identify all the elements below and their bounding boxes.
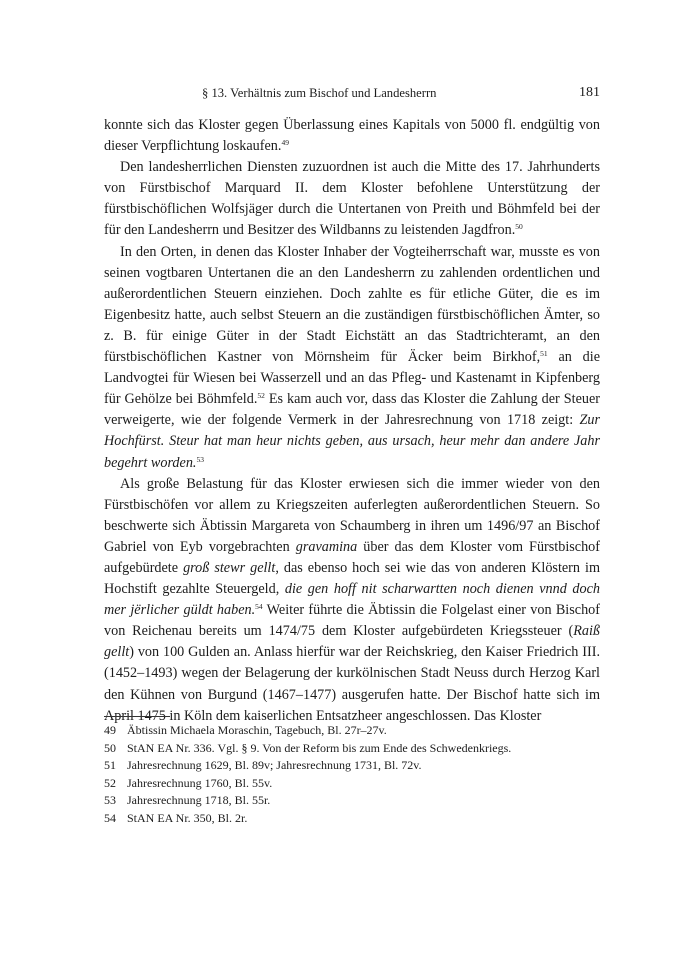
footnote bbox=[104, 792, 600, 810]
paragraph-text: Weiter führte die Äbtissin die Folgelast einer von Bischof von Reichenau bereits um 1474/75 dem Kloster aufgebürdeten Kriegssteuer ( bbox=[104, 602, 600, 640]
footnote-ref[interactable]: 50 bbox=[515, 222, 523, 232]
footnote bbox=[104, 722, 600, 740]
paragraph-text: an die Landvogtei für Wiesen bei Wasserzell und an das Pfleg- und Kastenamt in Kipfenberg für Gehölze bei Böhmfeld. bbox=[104, 349, 600, 408]
footnote-number: 53 bbox=[104, 793, 116, 808]
footnote bbox=[104, 775, 600, 793]
paragraph-1 bbox=[104, 115, 600, 157]
footnote-ref[interactable]: 51 bbox=[540, 349, 548, 359]
running-title: § 13. Verhältnis zum Bischof und Landesherrn bbox=[202, 86, 437, 100]
running-header bbox=[104, 86, 600, 106]
paragraph-text: über das dem Kloster vom Fürstbischof aufgebürdete bbox=[104, 538, 600, 576]
page-number: 181 bbox=[579, 85, 600, 100]
footnote-ref[interactable]: 54 bbox=[255, 602, 263, 612]
footnote-number: 51 bbox=[104, 758, 116, 773]
paragraph-3 bbox=[104, 242, 600, 474]
footnote bbox=[104, 757, 600, 775]
footnote-text: Jahresrechnung 1760, Bl. 55v. bbox=[127, 775, 273, 790]
paragraph-text: , das ebenso hoch sei wie das von anderen Klöstern im Hochstift gezahlte Steuergeld, bbox=[104, 559, 600, 598]
quoted-text: groß stewr gellt bbox=[183, 559, 276, 576]
paragraph-4 bbox=[104, 474, 600, 727]
footnote-divider bbox=[104, 716, 170, 717]
footnote-text: StAN EA Nr. 336. Vgl. § 9. Von der Reform bis zum Ende des Schwedenkriegs. bbox=[127, 740, 512, 755]
paragraph-text: Als große Belastung für das Kloster erwiesen sich die immer wieder von den Fürstbischöfen vor allem zu Kriegszeiten auferlegten außerordentlichen Steuern. So beschwerte sich Äbtissin Margareta von Schaumberg in ihren um 1496/97 an Bischof Gabriel von Eyb vorgebrachten bbox=[104, 475, 600, 555]
footnote-number: 49 bbox=[104, 723, 116, 737]
footnote-number: 54 bbox=[104, 810, 116, 825]
footnote-ref[interactable]: 52 bbox=[257, 391, 265, 401]
paragraph-text: In den Orten, in denen das Kloster Inhaber der Vogteiherrschaft war, musste es von seinen vogtbaren Untertanen die an den Landesherrn zu zahlenden ordentlichen und außerordentlichen Steuern einziehen. Doch zahlte es für etliche Güter, die es im Eigenbesitz hatte, auch selbst Steuern an die zuständigen fürstbischöflichen Ämter, so z. B. für einige Güter in der Stadt Eichstätt an das Stadtrichteramt, an den fürstbischöflichen Kastner von Mörnsheim für Äcker beim Birkhof, bbox=[104, 243, 600, 366]
paragraph-text: konnte sich das Kloster gegen Überlassung eines Kapitals von 5000 fl. endgültig von dieser Verpflichtung loskaufen. bbox=[104, 117, 600, 155]
footnote-text: StAN EA Nr. 350, Bl. 2r. bbox=[127, 810, 248, 825]
paragraph-text: Den landesherrlichen Diensten zuzuordnen ist auch die Mitte des 17. Jahrhunderts von Fürstbischof Marquard II. dem Kloster befohlene Unterstützung der fürstbischöflichen Wolfsjäger durch die Untertanen von Preith und Böhmfeld bei der für den Landesherrn und Besitzer des Wildbanns zu leistenden Jagdfron. bbox=[104, 159, 600, 239]
paragraph-text: Es kam auch vor, dass das Kloster die Zahlung der Steuer verweigerte, wie der folgende Vermerk in der Jahresrechnung von 1718 zeigt: bbox=[104, 391, 600, 429]
quoted-text: die gen hoff nit scharwartten noch dienen vnnd doch mer jërlicher güldt haben. bbox=[104, 581, 600, 619]
quoted-text: Raiß gellt bbox=[104, 623, 600, 661]
quoted-text: Zur Hochfürst. Steur hat man heur nichts geben, aus ursach, heur mehr dan andere Jahr begehrt worden. bbox=[104, 412, 600, 471]
footnote-text: Jahresrechnung 1718, Bl. 55r. bbox=[127, 793, 271, 808]
paragraph-text: ) von 100 Gulden an. Anlass hierfür war der Reichskrieg, den Kaiser Friedrich III. (1452–1493) wegen der Belagerung der kurkölnischen Stadt Neuss durch Herzog Karl den Kühnen von Burgund (1467–1477) ausgerufen hatte. Der Bischof hatte sich im April 1475 in Köln dem kaiserlichen Entsatzheer angeschlossen. Das Kloster bbox=[104, 644, 600, 724]
footnote-ref[interactable]: 53 bbox=[196, 454, 204, 464]
body-text bbox=[104, 115, 600, 727]
footnotes bbox=[104, 722, 600, 828]
footnote-number: 50 bbox=[104, 740, 116, 755]
footnote bbox=[104, 740, 600, 758]
footnote-number: 52 bbox=[104, 775, 116, 790]
footnote-text: Jahresrechnung 1629, Bl. 89v; Jahresrechnung 1731, Bl. 72v. bbox=[127, 758, 422, 773]
footnote bbox=[104, 810, 600, 828]
footnote-text: Äbtissin Michaela Moraschin, Tagebuch, Bl. 27r–27v. bbox=[127, 723, 387, 737]
footnote-ref[interactable]: 49 bbox=[281, 138, 289, 148]
paragraph-2 bbox=[104, 157, 600, 241]
quoted-text: gravamina bbox=[295, 538, 358, 555]
